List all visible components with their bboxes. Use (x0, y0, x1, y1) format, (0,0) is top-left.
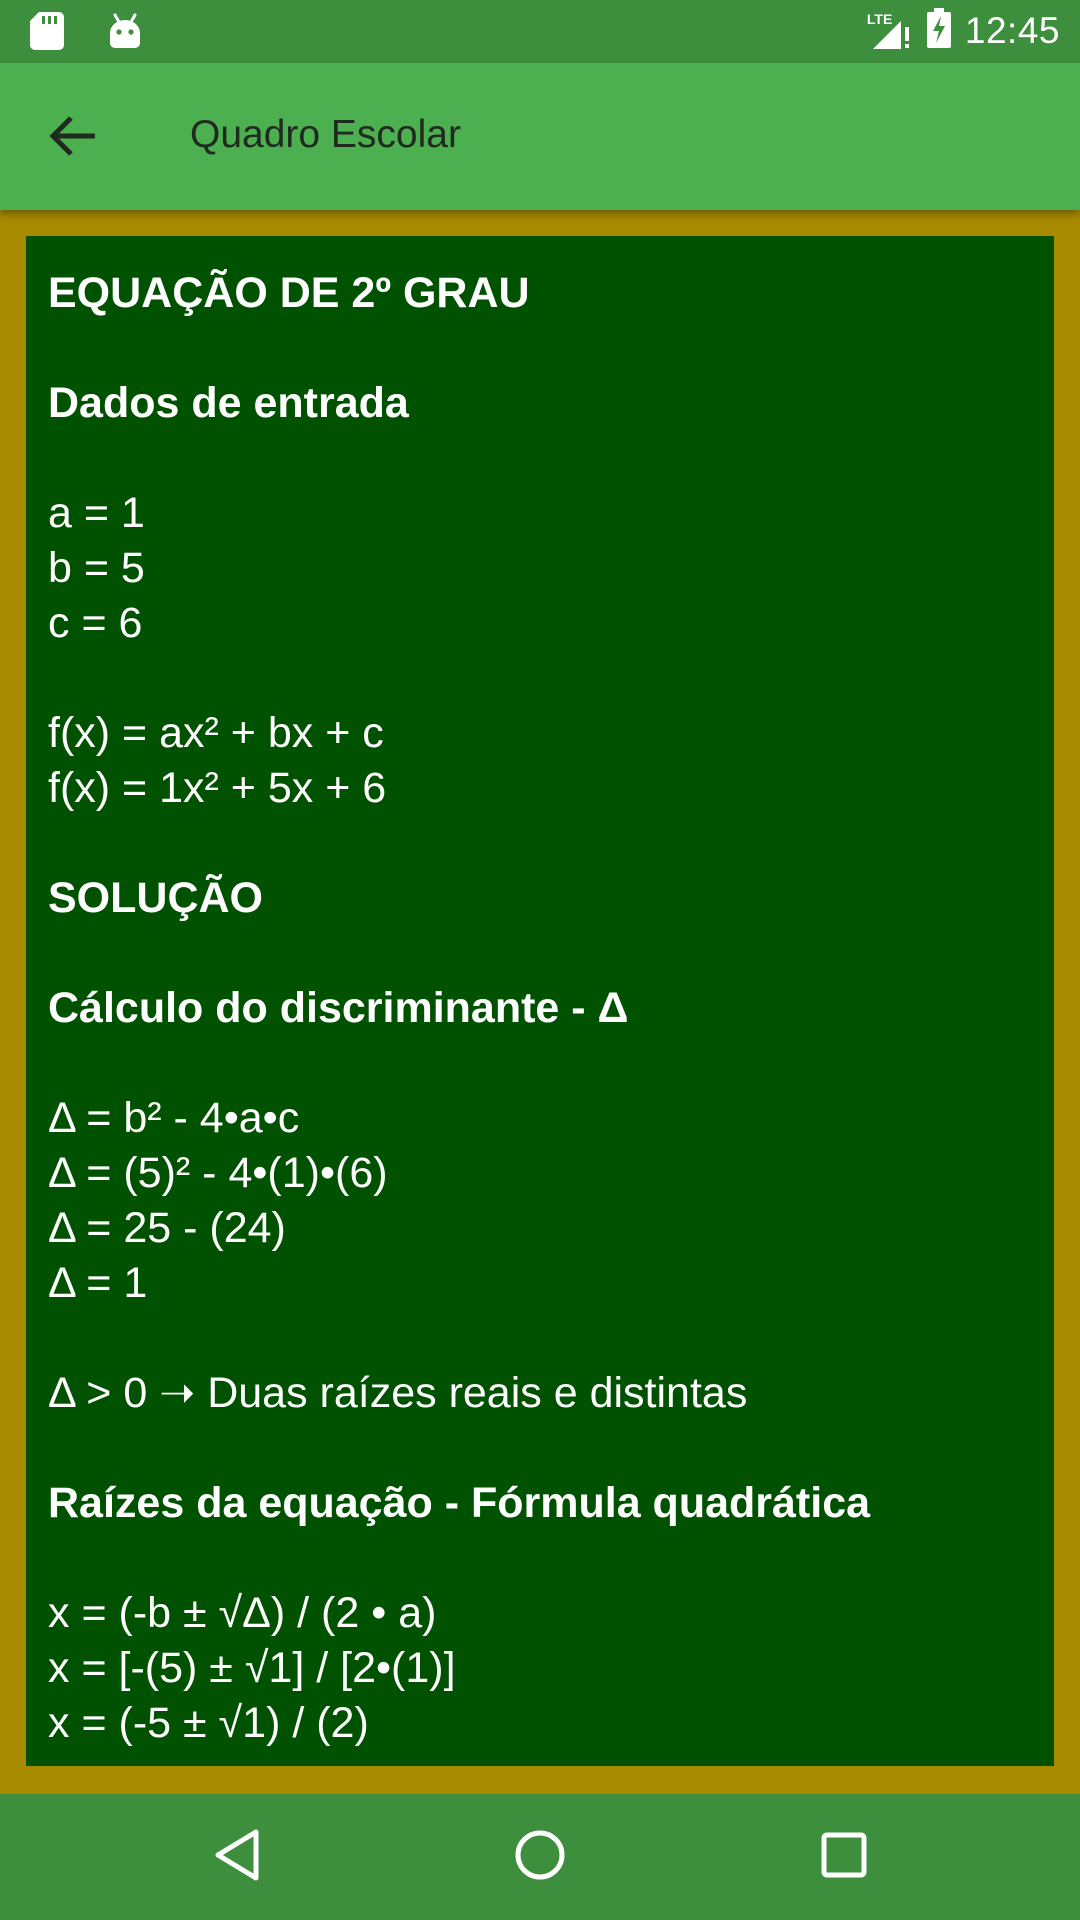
recents-square-icon (820, 1831, 868, 1884)
blank-line (48, 321, 1032, 376)
board-line: Δ = (5)² - 4•(1)•(6) (48, 1149, 388, 1197)
nav-home-button[interactable] (505, 1822, 575, 1892)
battery-charging-icon (927, 8, 951, 53)
board-line: x = [-(5) ± √1] / [2•(1)] (48, 1644, 456, 1692)
section-heading: EQUAÇÃO DE 2º GRAU (48, 269, 530, 317)
chalkboard (26, 236, 1054, 1766)
sd-card-icon (30, 12, 64, 55)
network-label: LTE (866, 10, 893, 27)
blank-line (48, 1421, 1032, 1476)
status-right-icons (867, 8, 1060, 53)
blank-line (48, 651, 1032, 706)
app-bar (0, 63, 1080, 210)
section-heading: Dados de entrada (48, 379, 409, 427)
blank-line (48, 926, 1032, 981)
blank-line (48, 431, 1032, 486)
board-line: c = 6 (48, 599, 143, 647)
board-line: f(x) = 1x² + 5x + 6 (48, 764, 387, 812)
board-line: Δ = 1 (48, 1259, 148, 1307)
navigation-bar (0, 1794, 1080, 1920)
section-heading: Raízes da equação - Fórmula quadrática (48, 1479, 871, 1527)
board-line: f(x) = ax² + bx + c (48, 709, 384, 757)
board-line: x = (-b ± √Δ) / (2 • a) (48, 1589, 437, 1637)
board-line: Δ = b² - 4•a•c (48, 1094, 300, 1142)
blank-line (48, 1036, 1032, 1091)
lte-signal-icon (867, 11, 913, 51)
blank-line (48, 1531, 1032, 1586)
board-line: Δ > 0 ➝ Duas raízes reais e distintas (48, 1369, 748, 1417)
blank-line (48, 1311, 1032, 1366)
section-heading: Cálculo do discriminante - Δ (48, 984, 629, 1032)
board-line: Δ = 25 - (24) (48, 1204, 286, 1252)
nav-back-button[interactable] (202, 1822, 272, 1892)
blank-line (48, 816, 1032, 871)
nav-recents-button[interactable] (809, 1822, 879, 1892)
board-line: a = 1 (48, 489, 145, 537)
board-line: x = (-5 ± √1) / (2) (48, 1699, 369, 1747)
section-heading: SOLUÇÃO (48, 874, 263, 922)
board-line: b = 5 (48, 544, 145, 592)
page-title: Quadro Escolar (190, 113, 461, 156)
home-circle-icon (513, 1828, 567, 1887)
back-triangle-icon (212, 1828, 262, 1887)
android-icon (108, 13, 142, 54)
board-content (48, 266, 1032, 1751)
arrow-back-icon (49, 115, 97, 162)
status-bar (0, 0, 1080, 63)
status-left-icons (30, 12, 142, 55)
status-clock: 12:45 (964, 9, 1060, 51)
back-button[interactable] (38, 103, 108, 173)
